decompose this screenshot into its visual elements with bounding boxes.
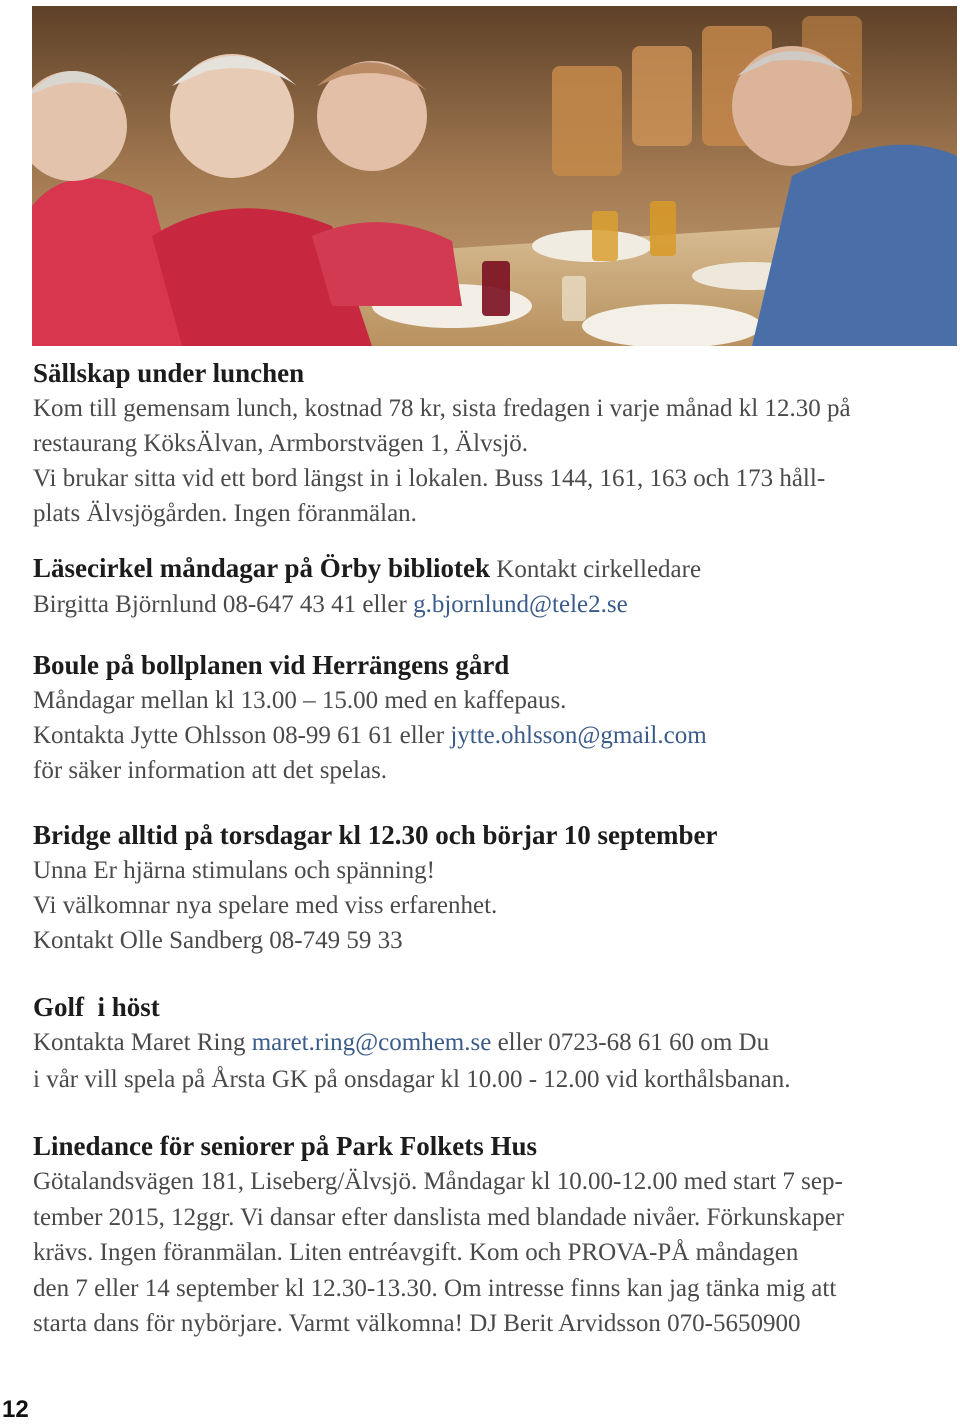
linedance-line: starta dans för nybörjare. Varmt välkomna! DJ Berit Arvidsson 070-5650900 bbox=[33, 1310, 801, 1337]
section-lasecirkel bbox=[33, 551, 938, 622]
article-content bbox=[33, 352, 938, 1342]
section-lunch bbox=[33, 352, 938, 531]
section-title-boule: Boule på bollplanen vid Herrängens gård bbox=[33, 650, 510, 680]
section-linedance bbox=[33, 1129, 938, 1342]
bridge-line: Vi välkomnar nya spelare med viss erfarenhet. bbox=[33, 892, 498, 919]
golf-line-1 bbox=[33, 1025, 938, 1060]
lasecirkel-email-link[interactable]: g.bjornlund@tele2.se bbox=[413, 591, 628, 618]
golf-email-link[interactable]: maret.ring@comhem.se bbox=[251, 1029, 492, 1056]
section-bridge bbox=[33, 818, 938, 958]
lunch-line: Vi brukar sitta vid ett bord längst in i lokalen. Buss 144, 161, 163 och 173 håll- bbox=[33, 465, 826, 492]
golf-line-2: i vår vill spela på Årsta GK på onsdagar kl 10.00 - 12.00 vid korthålsbanan. bbox=[33, 1066, 791, 1093]
bridge-line: Unna Er hjärna stimulans och spänning! bbox=[33, 857, 435, 884]
linedance-line: tember 2015, 12ggr. Vi dansar efter danslista med blandade nivåer. Förkunskaper bbox=[33, 1203, 845, 1231]
boule-contact: Kontakta Jytte Ohlsson 08-99 61 61 eller bbox=[33, 722, 451, 749]
section-title-golf: Golf i höst bbox=[33, 992, 160, 1022]
lasecirkel-line-1 bbox=[33, 551, 938, 587]
section-title-lasecirkel: Läsecirkel måndagar på Örby bibliotek bbox=[33, 553, 491, 583]
lasecirkel-contact: Birgitta Björnlund 08-647 43 41 eller bbox=[33, 591, 414, 618]
section-boule bbox=[33, 648, 938, 788]
golf-phone: eller 0723-68 61 60 om Du bbox=[491, 1029, 770, 1056]
golf-contact: Kontakta Maret Ring bbox=[33, 1029, 252, 1056]
lunch-photo-image-icon bbox=[32, 6, 957, 346]
linedance-line: den 7 eller 14 september kl 12.30-13.30. Om intresse finns kan jag tänka mig att bbox=[33, 1274, 837, 1302]
boule-line-3: för säker information att det spelas. bbox=[33, 757, 388, 784]
lunch-photo bbox=[32, 6, 957, 346]
section-title-lunch: Sällskap under lunchen bbox=[33, 358, 305, 388]
page-number: 12 bbox=[2, 1396, 29, 1423]
lunch-line: Kom till gemensam lunch, kostnad 78 kr, sista fredagen i varje månad kl 12.30 på bbox=[33, 395, 851, 422]
linedance-line: Götalandsvägen 181, Liseberg/Älvsjö. Måndagar kl 10.00-12.00 med start 7 sep- bbox=[33, 1168, 843, 1195]
lasecirkel-title-suffix: Kontakt cirkelledare bbox=[490, 556, 702, 583]
section-title-linedance: Linedance för seniorer på Park Folkets Hus bbox=[33, 1131, 538, 1161]
bridge-line: Kontakt Olle Sandberg 08-749 59 33 bbox=[33, 927, 403, 954]
section-title-bridge: Bridge alltid på torsdagar kl 12.30 och börjar 10 september bbox=[33, 820, 718, 850]
lunch-line: plats Älvsjögården. Ingen föranmälan. bbox=[33, 500, 417, 527]
boule-email-link[interactable]: jytte.ohlsson@gmail.com bbox=[450, 722, 707, 749]
linedance-line: krävs. Ingen föranmälan. Liten entréavgift. Kom och PROVA-PÅ måndagen bbox=[33, 1239, 799, 1266]
boule-line-1: Måndagar mellan kl 13.00 – 15.00 med en kaffepaus. bbox=[33, 687, 567, 714]
lasecirkel-line-2 bbox=[33, 587, 938, 622]
boule-line-2 bbox=[33, 718, 938, 753]
section-golf bbox=[33, 990, 938, 1097]
lunch-line: restaurang KöksÄlvan, Armborstvägen 1, Älvsjö. bbox=[33, 430, 529, 457]
